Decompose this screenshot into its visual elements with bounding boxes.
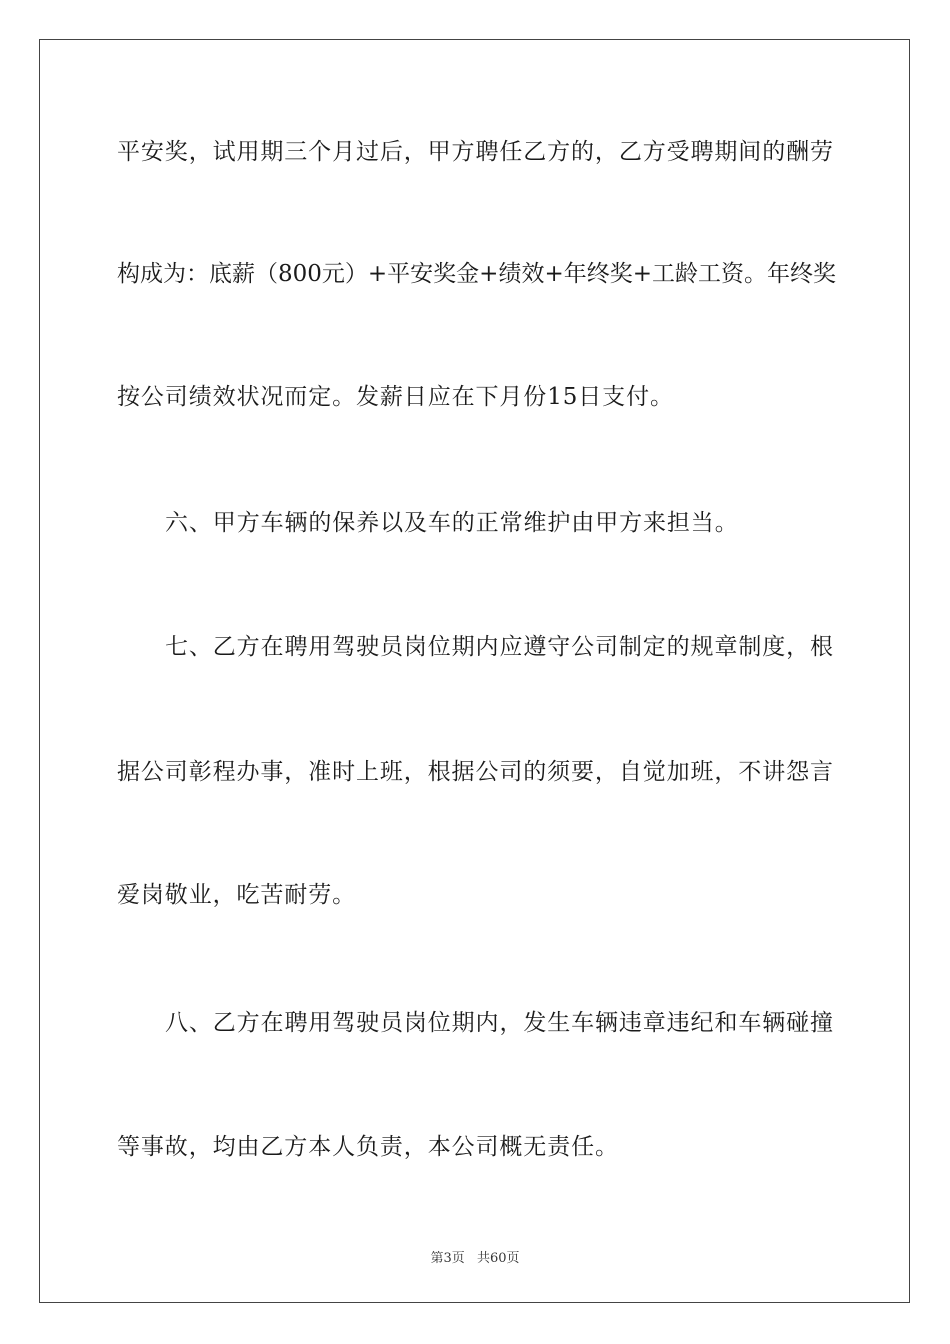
text-line-5: 七、乙方在聘用驾驶员岗位期内应遵守公司制定的规章制度，根	[165, 634, 833, 660]
page-border	[39, 39, 910, 1303]
text-line-7: 爱岗敬业，吃苦耐劳。	[117, 882, 356, 908]
text-line-4: 六、甲方车辆的保养以及车的正常维护由甲方来担当。	[165, 510, 739, 536]
text-line-3: 按公司绩效状况而定。发薪日应在下月份15日支付。	[117, 384, 674, 410]
page-number-total: 共60页	[476, 1251, 520, 1266]
text-line-2: 构成为：底薪（800元）+平安奖金+绩效+年终奖+工龄工资。年终奖	[117, 261, 836, 287]
text-line-9: 等事故，均由乙方本人负责，本公司概无责任。	[117, 1134, 619, 1160]
page-number-current: 第3页	[430, 1251, 465, 1266]
page-footer	[0, 1247, 950, 1266]
text-line-6: 据公司彰程办事，准时上班，根据公司的须要，自觉加班，不讲怨言	[117, 759, 833, 785]
text-line-1: 平安奖，试用期三个月过后，甲方聘任乙方的，乙方受聘期间的酬劳	[117, 139, 833, 165]
text-line-8: 八、乙方在聘用驾驶员岗位期内，发生车辆违章违纪和车辆碰撞	[165, 1010, 833, 1036]
